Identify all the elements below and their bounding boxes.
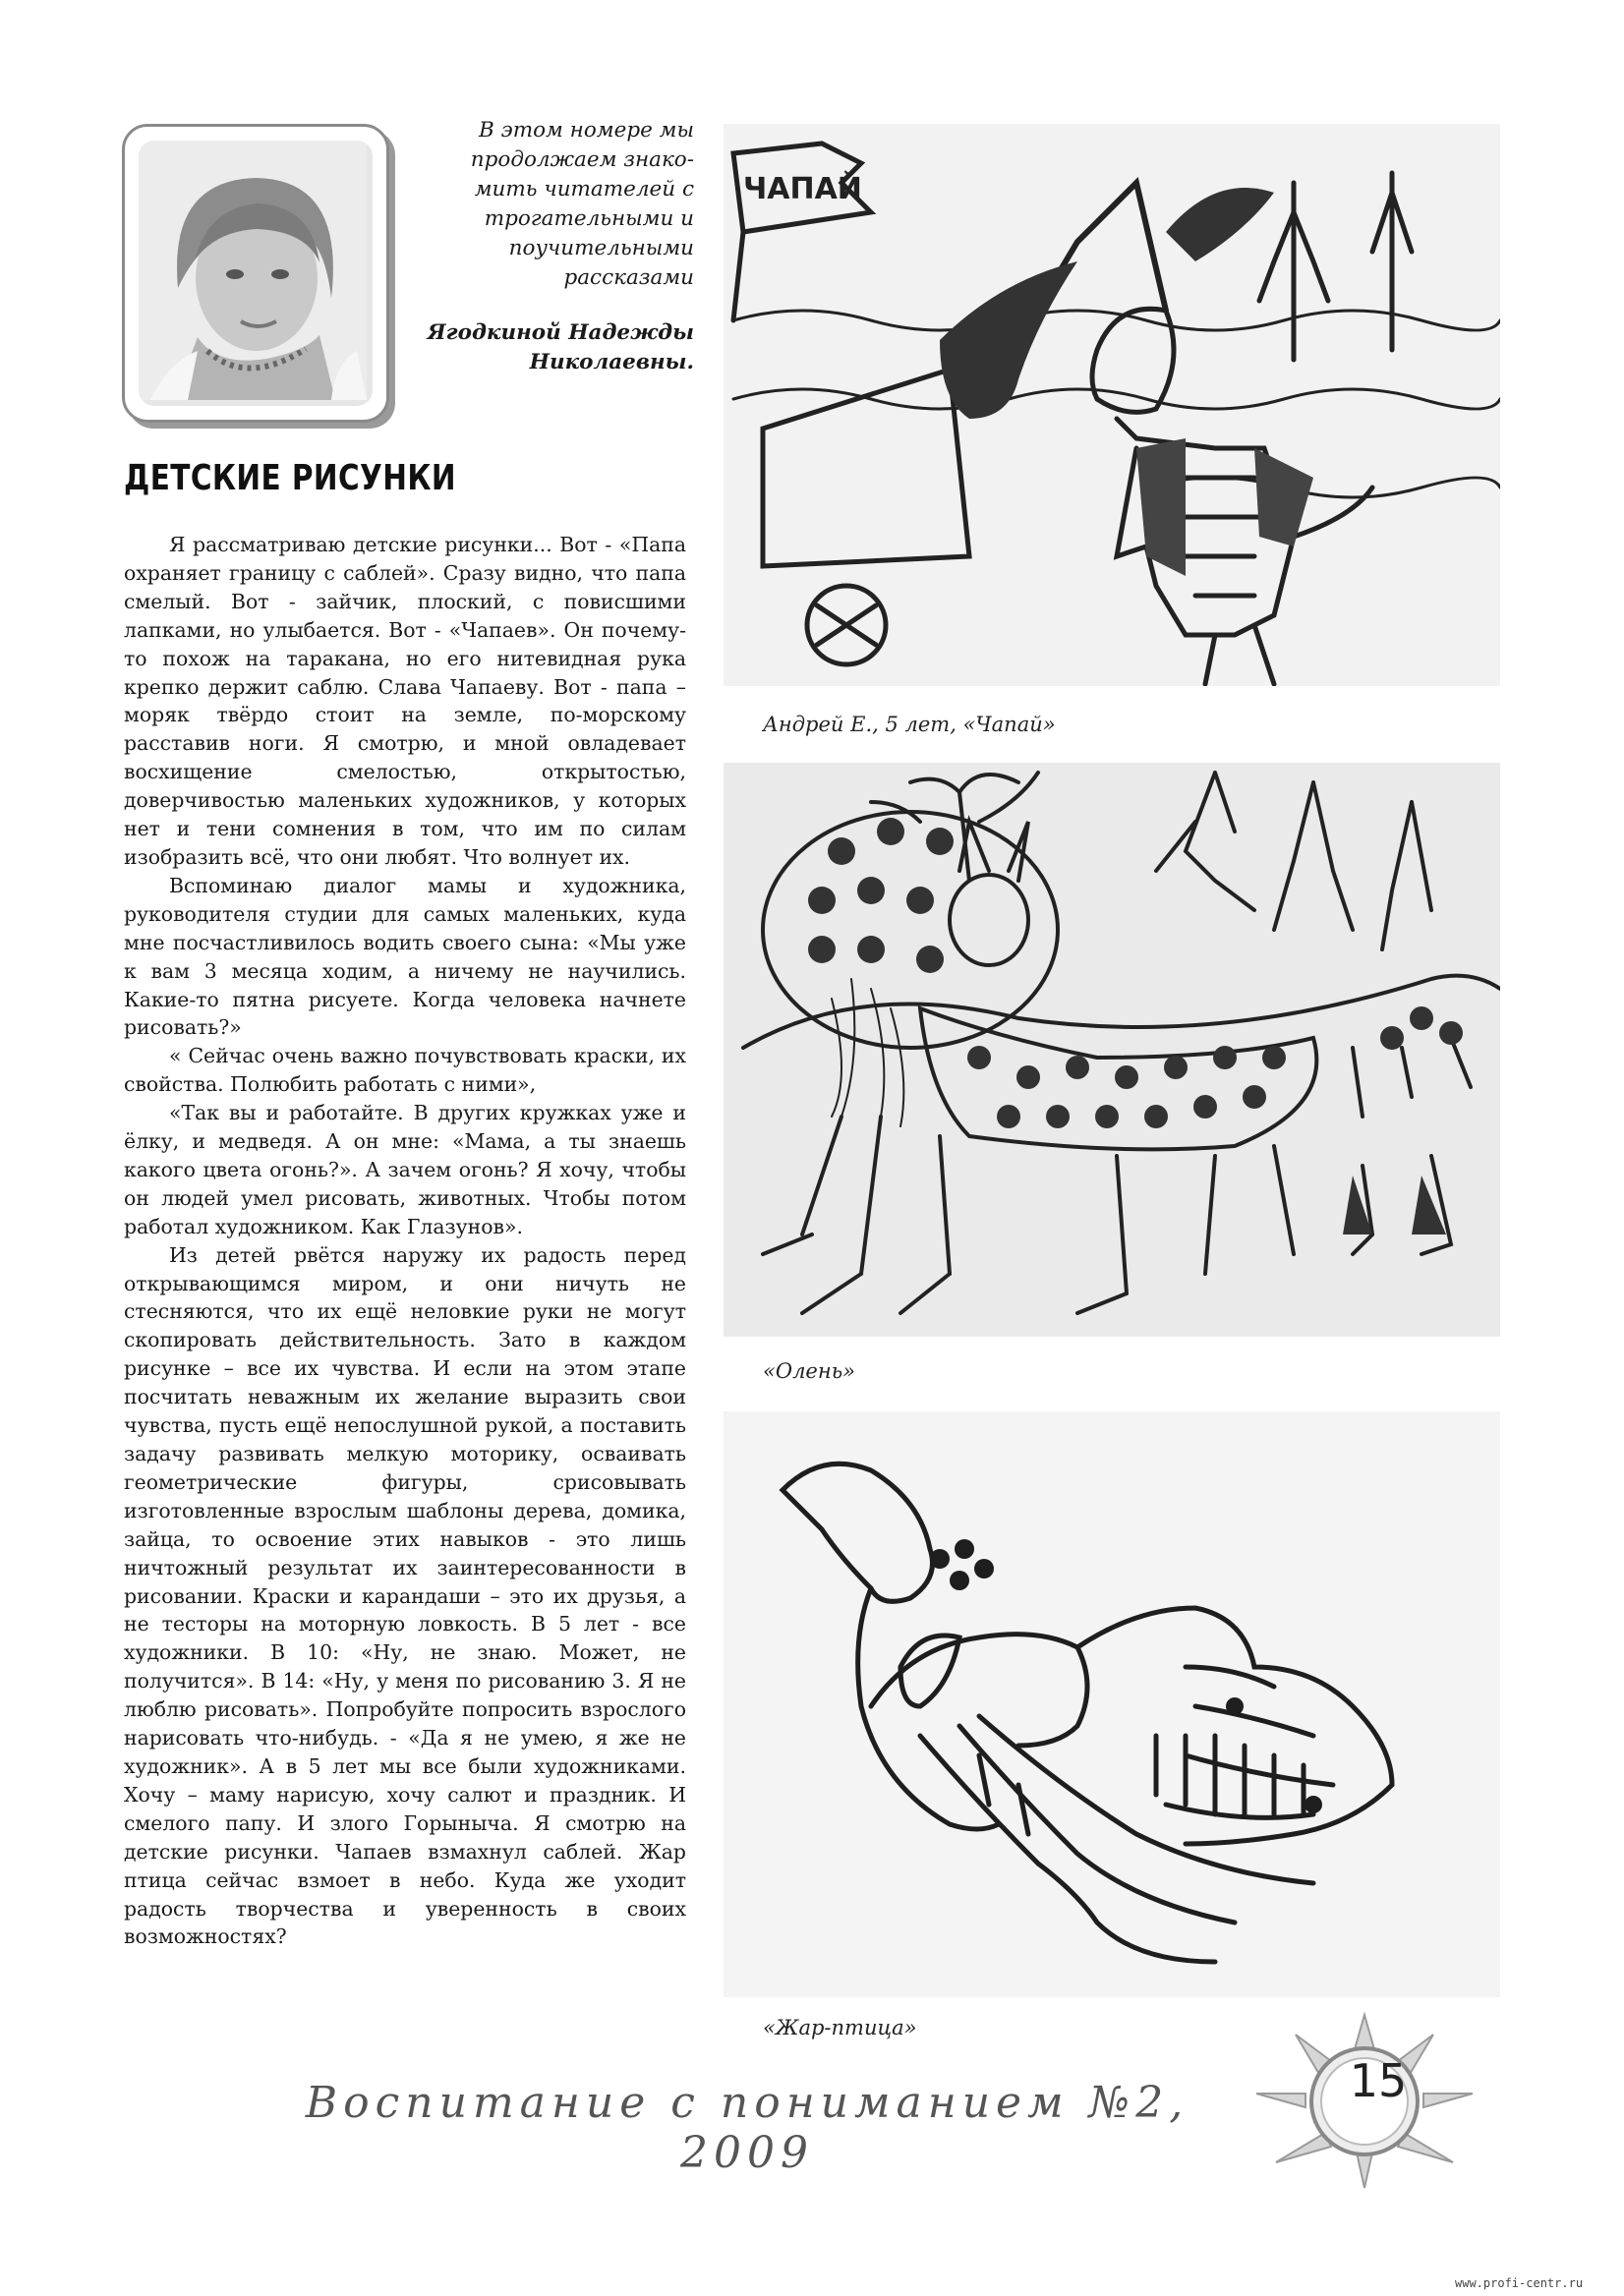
article-paragraph: « Сейчас очень важно почувствовать краски, их свойства. Полюбить работать с ними»,: [124, 1044, 686, 1097]
article-title: ДЕТСКИЕ РИСУНКИ: [124, 458, 456, 498]
intro-block: [413, 116, 694, 377]
author-name: Ягодкиной Надежды Николаевны.: [427, 320, 694, 374]
drawing-deer: [724, 763, 1500, 1337]
author-photo: [139, 141, 373, 406]
intro-text: В этом номере мы продолжаем знако-мить читателей с трогательными и поучительными рассказами: [470, 118, 694, 290]
article-paragraph: Из детей рвётся наружу их радость перед открывающимся миром, и они ничуть не стесняются, что их ещё неловкие руки не могут скопировать действительность. Зато в каждом рисунке – все их чувства. И если на этом этапе посчитать неважным их желание выразить свои чувства, пусть ещё непослушной рукой, а поставить задачу развивать мелкую моторику, осваивать геометрические фигуры, срисовывать изготовленные взрослым шаблоны дерева, домика, зайца, то освоение этих навыков - это лишь ничтожный результат их заинтересованности в рисовании. Краски и карандаши – это их друзья, а не тесторы на моторную ловкость. В 5 лет - все художники. В 10: «Ну, не знаю. Может, не получится». В 14: «Ну, у меня по рисованию 3. Я не люблю рисовать». Попробуйте попросить взрослого нарисовать что-нибудь. - «Да я не умею, я же не художник». А в 5 лет мы все были художниками. Хочу – маму нарисую, хочу салют и праздник. И смелого папу. И злого Горыныча. Я смотрю на детские рисунки. Чапаев взмахнул саблей. Жар птица сейчас взмоет в небо. Куда же уходит радость творчества и уверенность в своих возможностях?: [124, 1242, 686, 1949]
article-paragraph: Вспоминаю диалог мамы и художника, руководителя студии для самых маленьких, куда мне посчастливилось водить своего сына: «Мы уже к вам 3 месяца ходим, а ничему не научились. Какие-то пятна рисуете. Когда человека начнете рисовать?»: [124, 873, 686, 1040]
drawing-label: ЧАПАЙ: [743, 172, 862, 206]
drawing-firebird: [724, 1411, 1500, 1997]
page-number: 15: [1349, 2054, 1408, 2107]
drawing-chapai: [724, 124, 1500, 686]
caption-deer: «Олень»: [763, 1359, 855, 1383]
magazine-footer: Воспитание с пониманием №2, 2009: [305, 2078, 1189, 2178]
caption-chapai: Андрей Е., 5 лет, «Чапай»: [763, 713, 1056, 736]
caption-firebird: «Жар-птица»: [763, 2016, 917, 2039]
author-portrait: [122, 124, 389, 423]
article-paragraph: Я рассматриваю детские рисунки... Вот - «Папа охраняет границу с саблей». Сразу видно, что папа смелый. Вот - зайчик, плоский, с повисшими лапками, но улыбается. Вот - «Чапаев». Он почему-то похож на таракана, но его нитевидная рука крепко держит саблю. Слава Чапаеву. Вот - папа – моряк твёрдо стоит на земле, по-морскому расставив ноги. Я смотрю, и мной овладевает восхищение смелостью, открытостью, доверчивостью маленьких художников, у которых нет и тени сомнения в том, что им по силам изобразить всё, что они любят. Что волнует их.: [124, 533, 686, 869]
site-watermark: www.profi-centr.ru: [1455, 2276, 1584, 2290]
article-body: [124, 531, 686, 1951]
article-paragraph: «Так вы и работайте. В других кружках уже и ёлку, и медведя. А он мне: «Мама, а ты знаешь какого цвета огонь?». А зачем огонь? Я хочу, чтобы он людей умел рисовать, животных. Чтобы потом работал художником. Как Глазунов».: [124, 1101, 686, 1238]
